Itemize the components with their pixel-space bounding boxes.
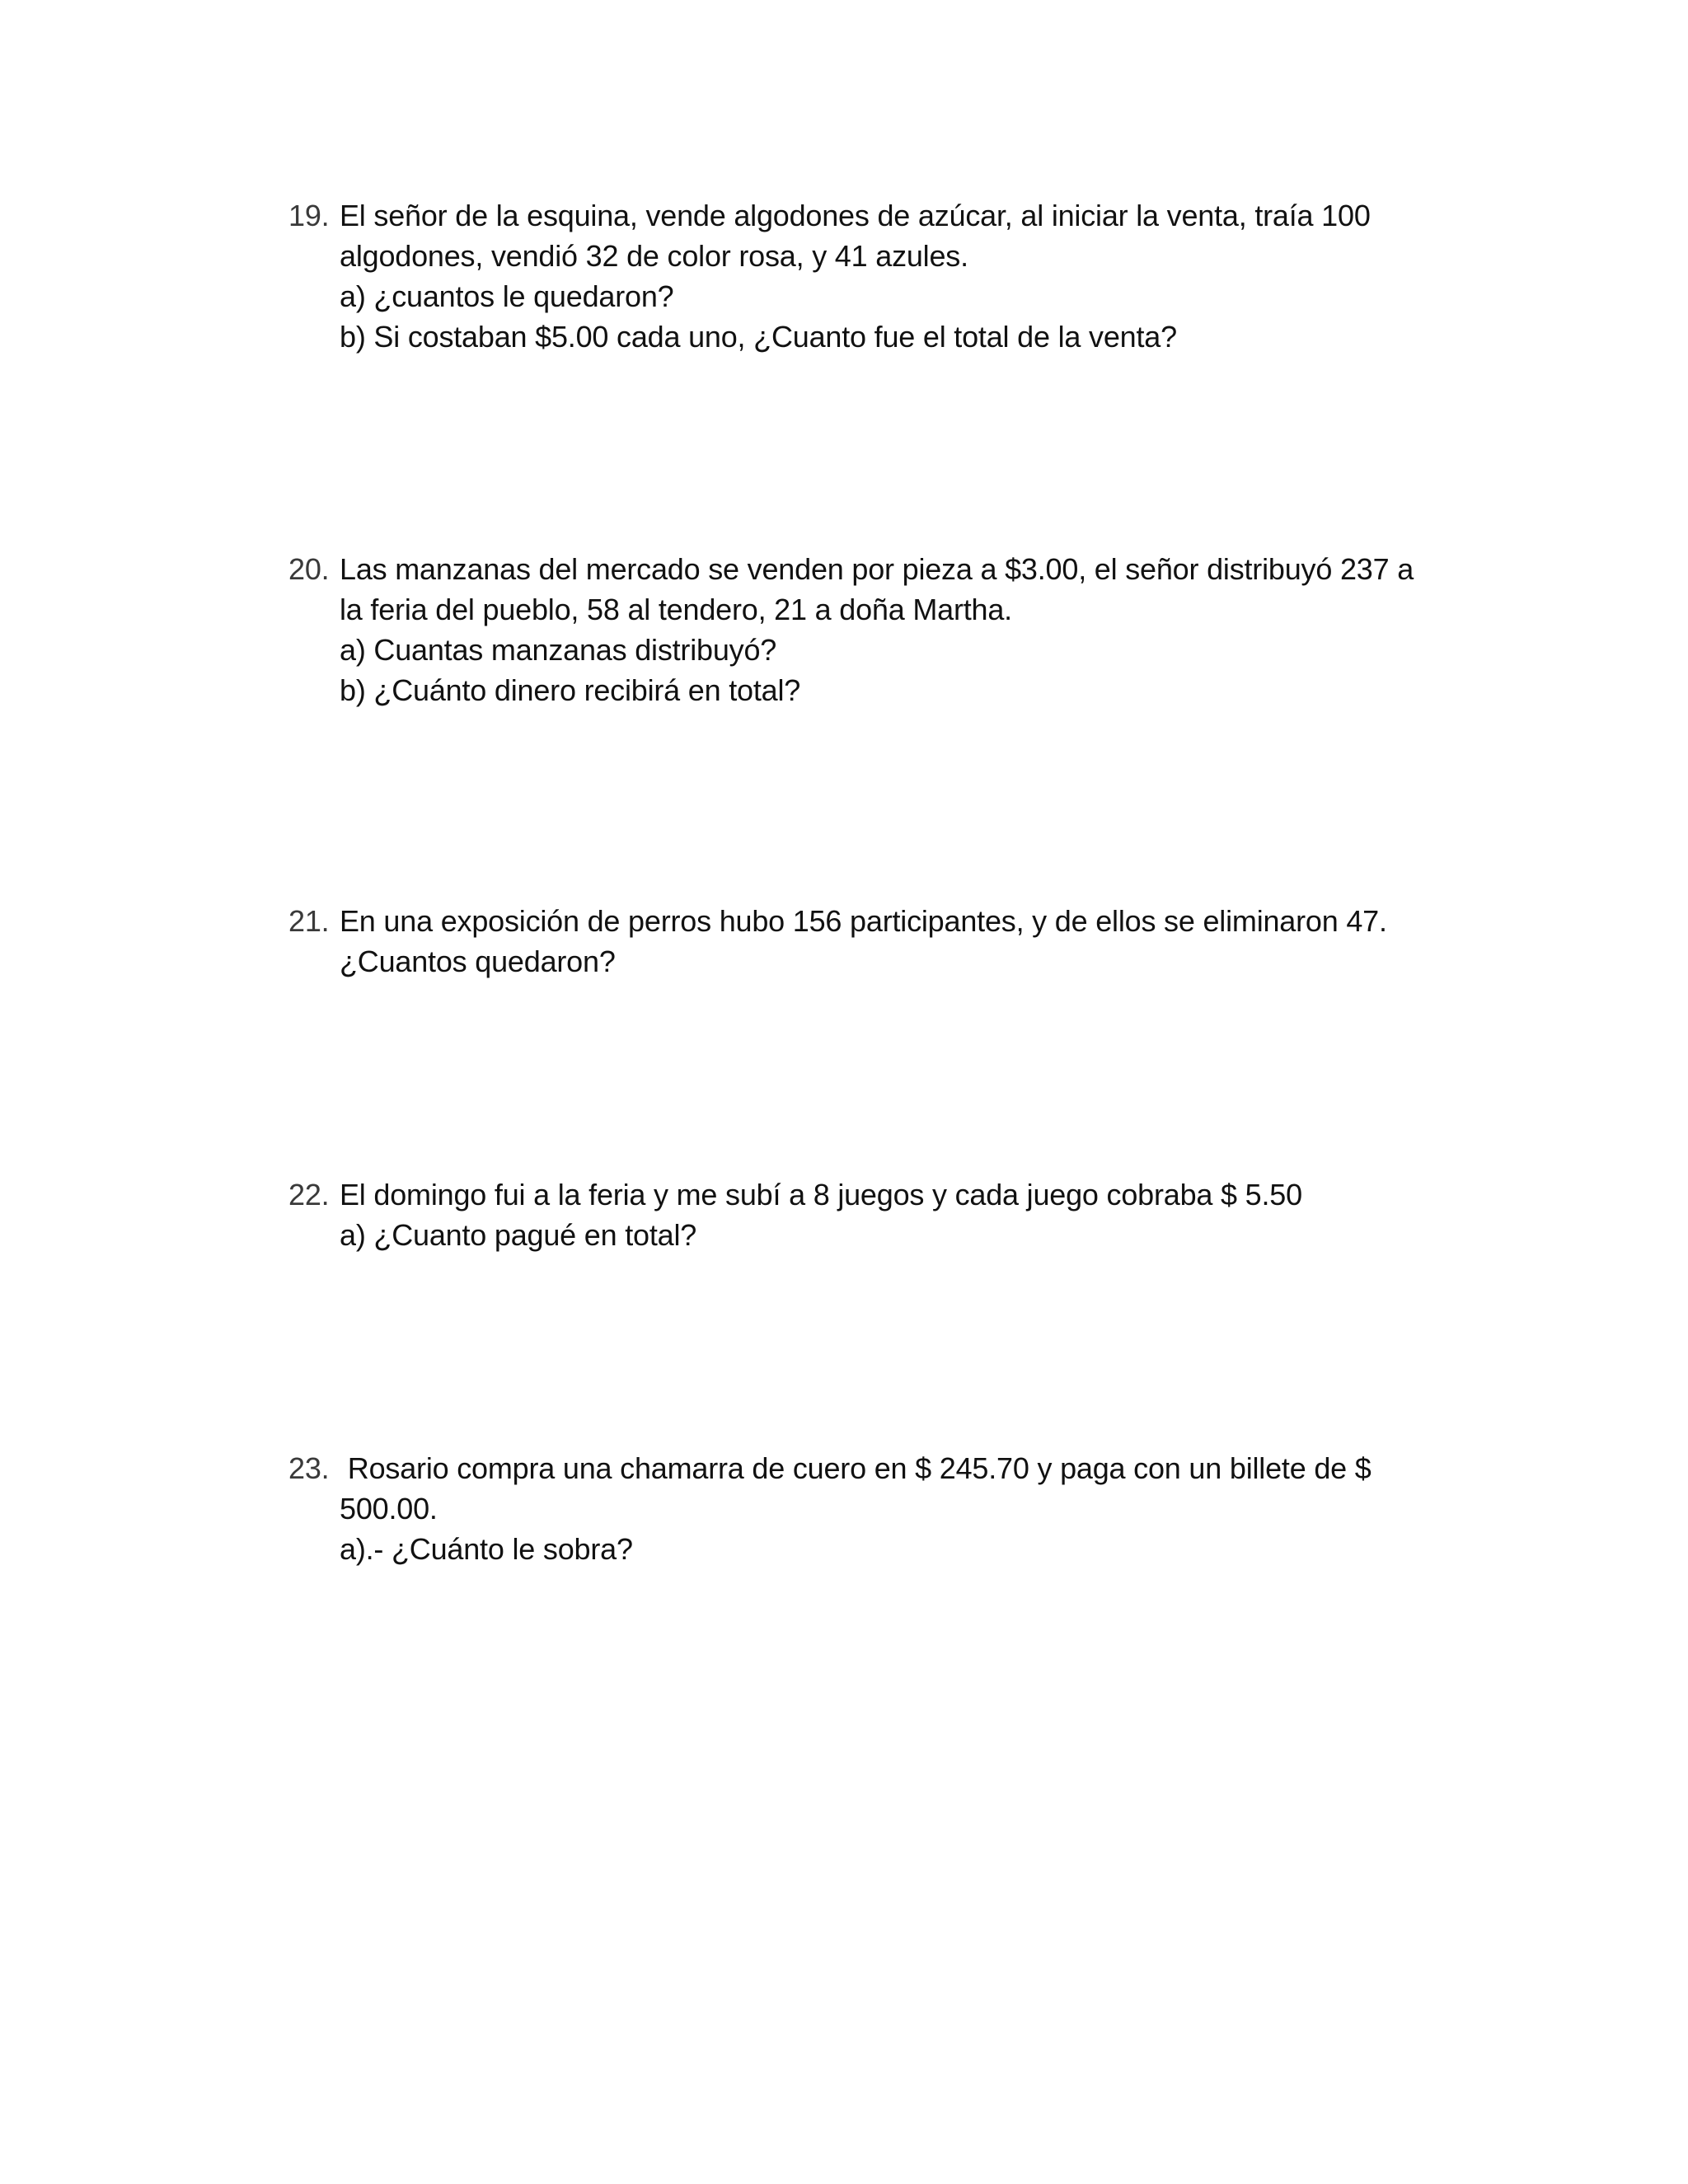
question-line: ¿Cuantos quedaron? <box>340 944 616 978</box>
problem-line: En una exposición de perros hubo 156 participantes, y de ellos se eliminaron 47. <box>340 904 1387 938</box>
problem-number: 21. <box>288 904 330 938</box>
question-b: b) ¿Cuánto dinero recibirá en total? <box>340 673 801 707</box>
problem-20 <box>288 549 1442 710</box>
question-a: a) Cuantas manzanas distribuyó? <box>340 633 777 667</box>
problem-number: 20. <box>288 552 330 586</box>
problem-number: 22. <box>288 1178 330 1212</box>
problem-text <box>340 549 1442 710</box>
question-b: b) Si costaban $5.00 cada uno, ¿Cuanto fue el total de la venta? <box>340 320 1177 354</box>
problem-line: El señor de la esquina, vende algodones de azúcar, al iniciar la venta, traía 100 <box>340 199 1371 232</box>
problem-line: la feria del pueblo, 58 al tendero, 21 a doña Martha. <box>340 593 1012 626</box>
problem-19 <box>288 195 1442 357</box>
question-a: a) ¿Cuanto pagué en total? <box>340 1218 697 1252</box>
question-a: a) ¿cuantos le quedaron? <box>340 279 674 313</box>
question-a: a).- ¿Cuánto le sobra? <box>340 1532 633 1566</box>
problem-23 <box>288 1448 1442 1569</box>
problem-text <box>340 901 1442 982</box>
problem-line: Rosario compra una chamarra de cuero en $ 245.70 y paga con un billete de $ <box>340 1451 1372 1485</box>
problem-text <box>340 195 1442 357</box>
problem-line: El domingo fui a la feria y me subí a 8 juegos y cada juego cobraba $ 5.50 <box>340 1178 1302 1212</box>
problem-21 <box>288 901 1442 982</box>
problem-22 <box>288 1174 1442 1255</box>
problem-number: 23. <box>288 1451 330 1485</box>
problem-number: 19. <box>288 199 330 232</box>
problem-line: 500.00. <box>340 1492 438 1526</box>
problem-line: Las manzanas del mercado se venden por pieza a $3.00, el señor distribuyó 237 a <box>340 552 1414 586</box>
problem-text <box>340 1448 1442 1569</box>
problem-text <box>340 1174 1442 1255</box>
problem-line: algodones, vendió 32 de color rosa, y 41 azules. <box>340 239 968 273</box>
